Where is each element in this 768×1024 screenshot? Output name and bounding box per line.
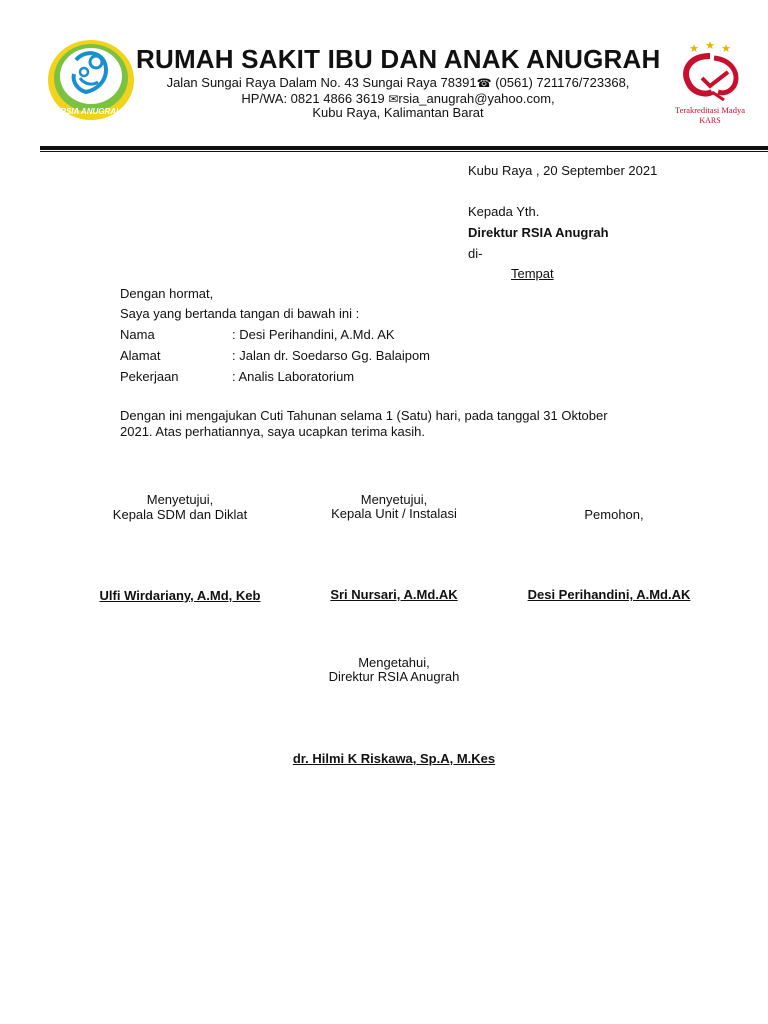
greeting: Dengan hormat, [120, 286, 214, 301]
field-value-nama: : Desi Perihandini, A.Md. AK [232, 327, 395, 342]
address-line-3: Kubu Raya, Kalimantan Barat [312, 105, 484, 120]
to-name: Direktur RSIA Anugrah [468, 225, 609, 240]
applicant-name: Desi Perihandini, A.Md.AK [527, 587, 691, 602]
svg-text:★: ★ [705, 40, 715, 52]
applicant-label: Pemohon, [584, 507, 644, 522]
address-line-1 [136, 75, 660, 90]
email: rsia_anugrah@yahoo.com, [398, 91, 555, 106]
svg-text:★: ★ [689, 42, 699, 55]
director-title: Direktur RSIA Anugrah [328, 669, 460, 684]
sdm-title: Kepala SDM dan Diklat [112, 507, 248, 522]
accreditation-logo [654, 40, 766, 126]
unit-approval-label: Menyetujui, [360, 492, 428, 507]
field-value-alamat: : Jalan dr. Soedarso Gg. Balaipom [232, 348, 431, 363]
accreditation-text-1: Terakreditasi Madya [675, 105, 745, 115]
street-address: Jalan Sungai Raya Dalam No. 43 Sungai Raya 78391 [166, 75, 477, 90]
field-label-nama: Nama [120, 327, 155, 342]
accreditation-text-2: KARS [699, 116, 721, 125]
to-label: Kepada Yth. [468, 204, 540, 219]
to-place: Tempat [511, 266, 554, 281]
unit-title: Kepala Unit / Instalasi [331, 506, 457, 521]
svg-text:RSIA ANUGRAH: RSIA ANUGRAH [60, 107, 122, 116]
place-date: Kubu Raya , 20 September 2021 [468, 163, 658, 178]
header-divider-thick [40, 146, 768, 150]
unit-signatory-name: Sri Nursari, A.Md.AK [330, 587, 458, 602]
phone-icon: ☎ [476, 76, 492, 90]
hp-wa: HP/WA: 0821 4866 3619 [241, 91, 385, 106]
intro: Saya yang bertanda tangan di bawah ini : [120, 306, 360, 321]
to-di: di- [468, 246, 483, 261]
svg-text:★: ★ [721, 42, 731, 55]
body-line-2: 2021. Atas perhatiannya, saya ucapkan terima kasih. [120, 424, 425, 439]
phone-numbers: (0561) 721176/723368, [495, 75, 630, 90]
hospital-name: RUMAH SAKIT IBU DAN ANAK ANUGRAH [136, 44, 661, 74]
director-name: dr. Hilmi K Riskawa, Sp.A, M.Kes [292, 751, 496, 766]
header-divider-thin [40, 151, 768, 152]
field-label-pekerjaan: Pekerjaan [120, 369, 179, 384]
sdm-signatory-name: Ulfi Wirdariany, A.Md, Keb [99, 588, 261, 603]
address-line-2 [136, 91, 660, 106]
body-line-1: Dengan ini mengajukan Cuti Tahunan selama 1 (Satu) hari, pada tanggal 31 Oktober [120, 408, 608, 423]
envelope-icon: ✉ [388, 92, 399, 106]
hospital-logo [46, 38, 136, 122]
director-acknowledge-label: Mengetahui, [358, 655, 430, 670]
sdm-approval-label: Menyetujui, [146, 492, 214, 507]
field-label-alamat: Alamat [120, 348, 161, 363]
field-value-pekerjaan: : Analis Laboratorium [232, 369, 355, 384]
